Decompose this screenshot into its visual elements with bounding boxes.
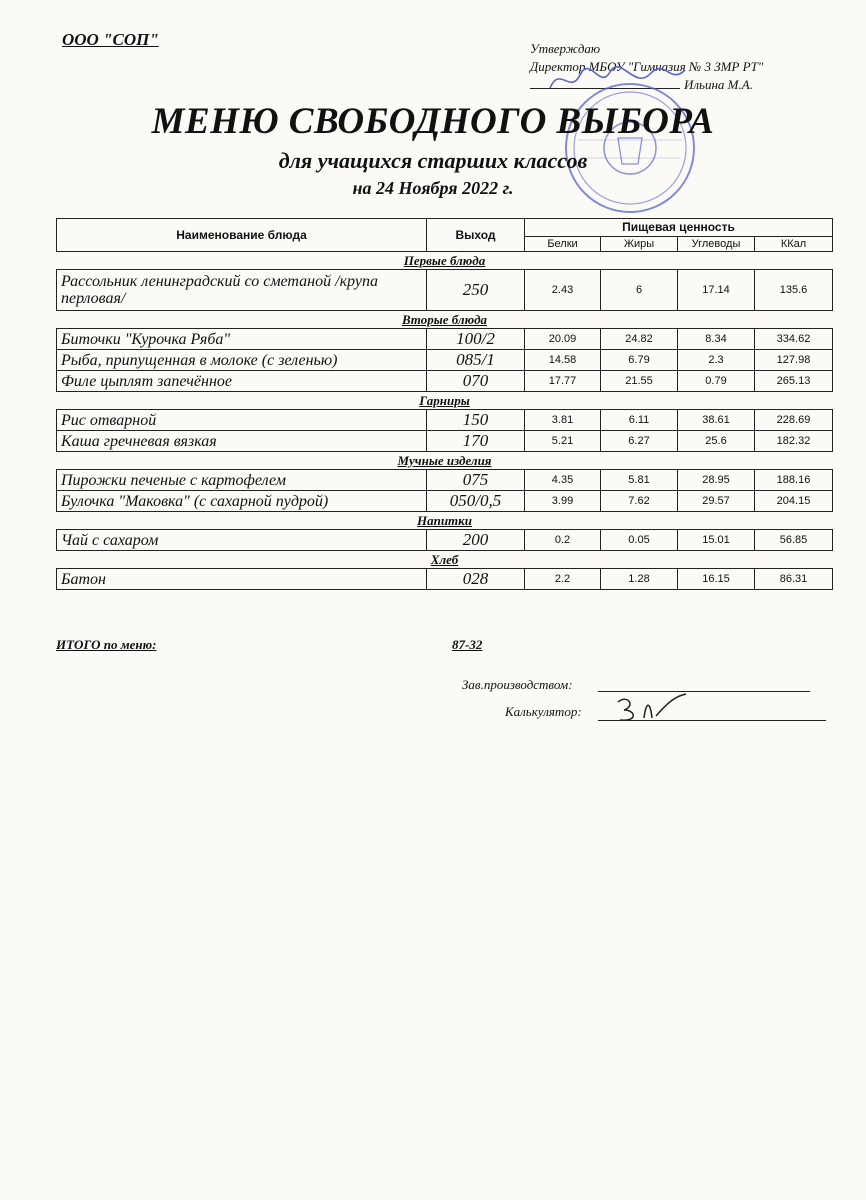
dish-name: Биточки "Курочка Ряба" — [57, 329, 427, 350]
table-row — [57, 470, 833, 491]
total-label: ИТОГО по меню: — [56, 637, 157, 652]
dish-name: Филе цыплят запечённое — [57, 371, 427, 392]
table-row — [57, 270, 833, 311]
dish-protein: 2.2 — [525, 569, 601, 590]
dish-kcal: 135.6 — [755, 270, 833, 311]
dish-fat: 0.05 — [601, 530, 678, 551]
dish-kcal: 188.16 — [755, 470, 833, 491]
dish-name: Батон — [57, 569, 427, 590]
dish-carbs: 29.57 — [678, 491, 755, 512]
dish-carbs: 17.14 — [678, 270, 755, 311]
dish-name: Рыба, припущенная в молоке (с зеленью) — [57, 350, 427, 371]
dish-carbs: 0.79 — [678, 371, 755, 392]
dish-carbs: 2.3 — [678, 350, 755, 371]
table-row — [57, 350, 833, 371]
table-row — [57, 410, 833, 431]
table-row — [57, 491, 833, 512]
menu-table — [56, 218, 833, 590]
dish-fat: 6.79 — [601, 350, 678, 371]
calculator-signature-scribble — [610, 692, 690, 726]
dish-output: 050/0,5 — [427, 491, 525, 512]
column-header-fat: Жиры — [601, 236, 678, 251]
column-header-carbs: Углеводы — [678, 236, 755, 251]
organization-name: ООО "СОП" — [62, 30, 159, 49]
table-row — [57, 329, 833, 350]
dish-protein: 14.58 — [525, 350, 601, 371]
dish-name: Булочка "Маковка" (с сахарной пудрой) — [57, 491, 427, 512]
dish-fat: 6.27 — [601, 431, 678, 452]
dish-protein: 3.81 — [525, 410, 601, 431]
dish-kcal: 127.98 — [755, 350, 833, 371]
dish-fat: 6 — [601, 270, 678, 311]
menu-date: на 24 Ноября 2022 г. — [352, 178, 514, 198]
page-title: МЕНЮ СВОБОДНОГО ВЫБОРА — [151, 101, 715, 142]
approval-label: Утверждаю — [530, 41, 601, 56]
dish-protein: 2.43 — [525, 270, 601, 311]
section-title: Первые блюда — [57, 252, 833, 270]
column-header-nutrition: Пищевая ценность — [525, 219, 833, 237]
table-row — [57, 431, 833, 452]
dish-fat: 24.82 — [601, 329, 678, 350]
dish-output: 070 — [427, 371, 525, 392]
dish-kcal: 204.15 — [755, 491, 833, 512]
column-header-output: Выход — [427, 219, 525, 252]
dish-protein: 4.35 — [525, 470, 601, 491]
dish-protein: 3.99 — [525, 491, 601, 512]
dish-output: 100/2 — [427, 329, 525, 350]
dish-output: 250 — [427, 270, 525, 311]
dish-output: 200 — [427, 530, 525, 551]
dish-fat: 6.11 — [601, 410, 678, 431]
dish-name: Каша гречневая вязкая — [57, 431, 427, 452]
section-title: Вторые блюда — [57, 311, 833, 329]
table-row — [57, 569, 833, 590]
section-title: Гарниры — [57, 392, 833, 410]
dish-protein: 20.09 — [525, 329, 601, 350]
dish-carbs: 8.34 — [678, 329, 755, 350]
page-subtitle: для учащихся старших классов — [278, 148, 588, 173]
total-value: 87-32 — [452, 637, 483, 652]
dish-protein: 0.2 — [525, 530, 601, 551]
section-title: Хлеб — [57, 551, 833, 569]
dish-carbs: 28.95 — [678, 470, 755, 491]
calculator-label: Калькулятор: — [505, 704, 582, 719]
dish-carbs: 25.6 — [678, 431, 755, 452]
dish-fat: 7.62 — [601, 491, 678, 512]
dish-name: Пирожки печеные с картофелем — [57, 470, 427, 491]
dish-carbs: 38.61 — [678, 410, 755, 431]
section-title: Напитки — [57, 512, 833, 530]
column-header-protein: Белки — [525, 236, 601, 251]
dish-kcal: 86.31 — [755, 569, 833, 590]
dish-name: Рис отварной — [57, 410, 427, 431]
dish-protein: 5.21 — [525, 431, 601, 452]
production-manager-label: Зав.производством: — [462, 677, 573, 692]
dish-name: Рассольник ленинградский со сметаной /крупа перловая/ — [57, 270, 427, 311]
table-row — [57, 530, 833, 551]
dish-output: 150 — [427, 410, 525, 431]
dish-kcal: 56.85 — [755, 530, 833, 551]
dish-protein: 17.77 — [525, 371, 601, 392]
column-header-dish: Наименование блюда — [57, 219, 427, 252]
approval-position: Директор МБОУ "Гимназия № 3 ЗМР РТ" — [530, 59, 764, 74]
column-header-kcal: ККал — [755, 236, 833, 251]
dish-carbs: 16.15 — [678, 569, 755, 590]
dish-fat: 1.28 — [601, 569, 678, 590]
dish-fat: 5.81 — [601, 470, 678, 491]
dish-fat: 21.55 — [601, 371, 678, 392]
dish-output: 075 — [427, 470, 525, 491]
dish-output: 170 — [427, 431, 525, 452]
dish-output: 028 — [427, 569, 525, 590]
dish-kcal: 228.69 — [755, 410, 833, 431]
approval-name: Ильина М.А. — [684, 77, 753, 92]
dish-kcal: 334.62 — [755, 329, 833, 350]
dish-name: Чай с сахаром — [57, 530, 427, 551]
dish-output: 085/1 — [427, 350, 525, 371]
table-row — [57, 371, 833, 392]
dish-carbs: 15.01 — [678, 530, 755, 551]
dish-kcal: 265.13 — [755, 371, 833, 392]
dish-kcal: 182.32 — [755, 431, 833, 452]
section-title: Мучные изделия — [57, 452, 833, 470]
